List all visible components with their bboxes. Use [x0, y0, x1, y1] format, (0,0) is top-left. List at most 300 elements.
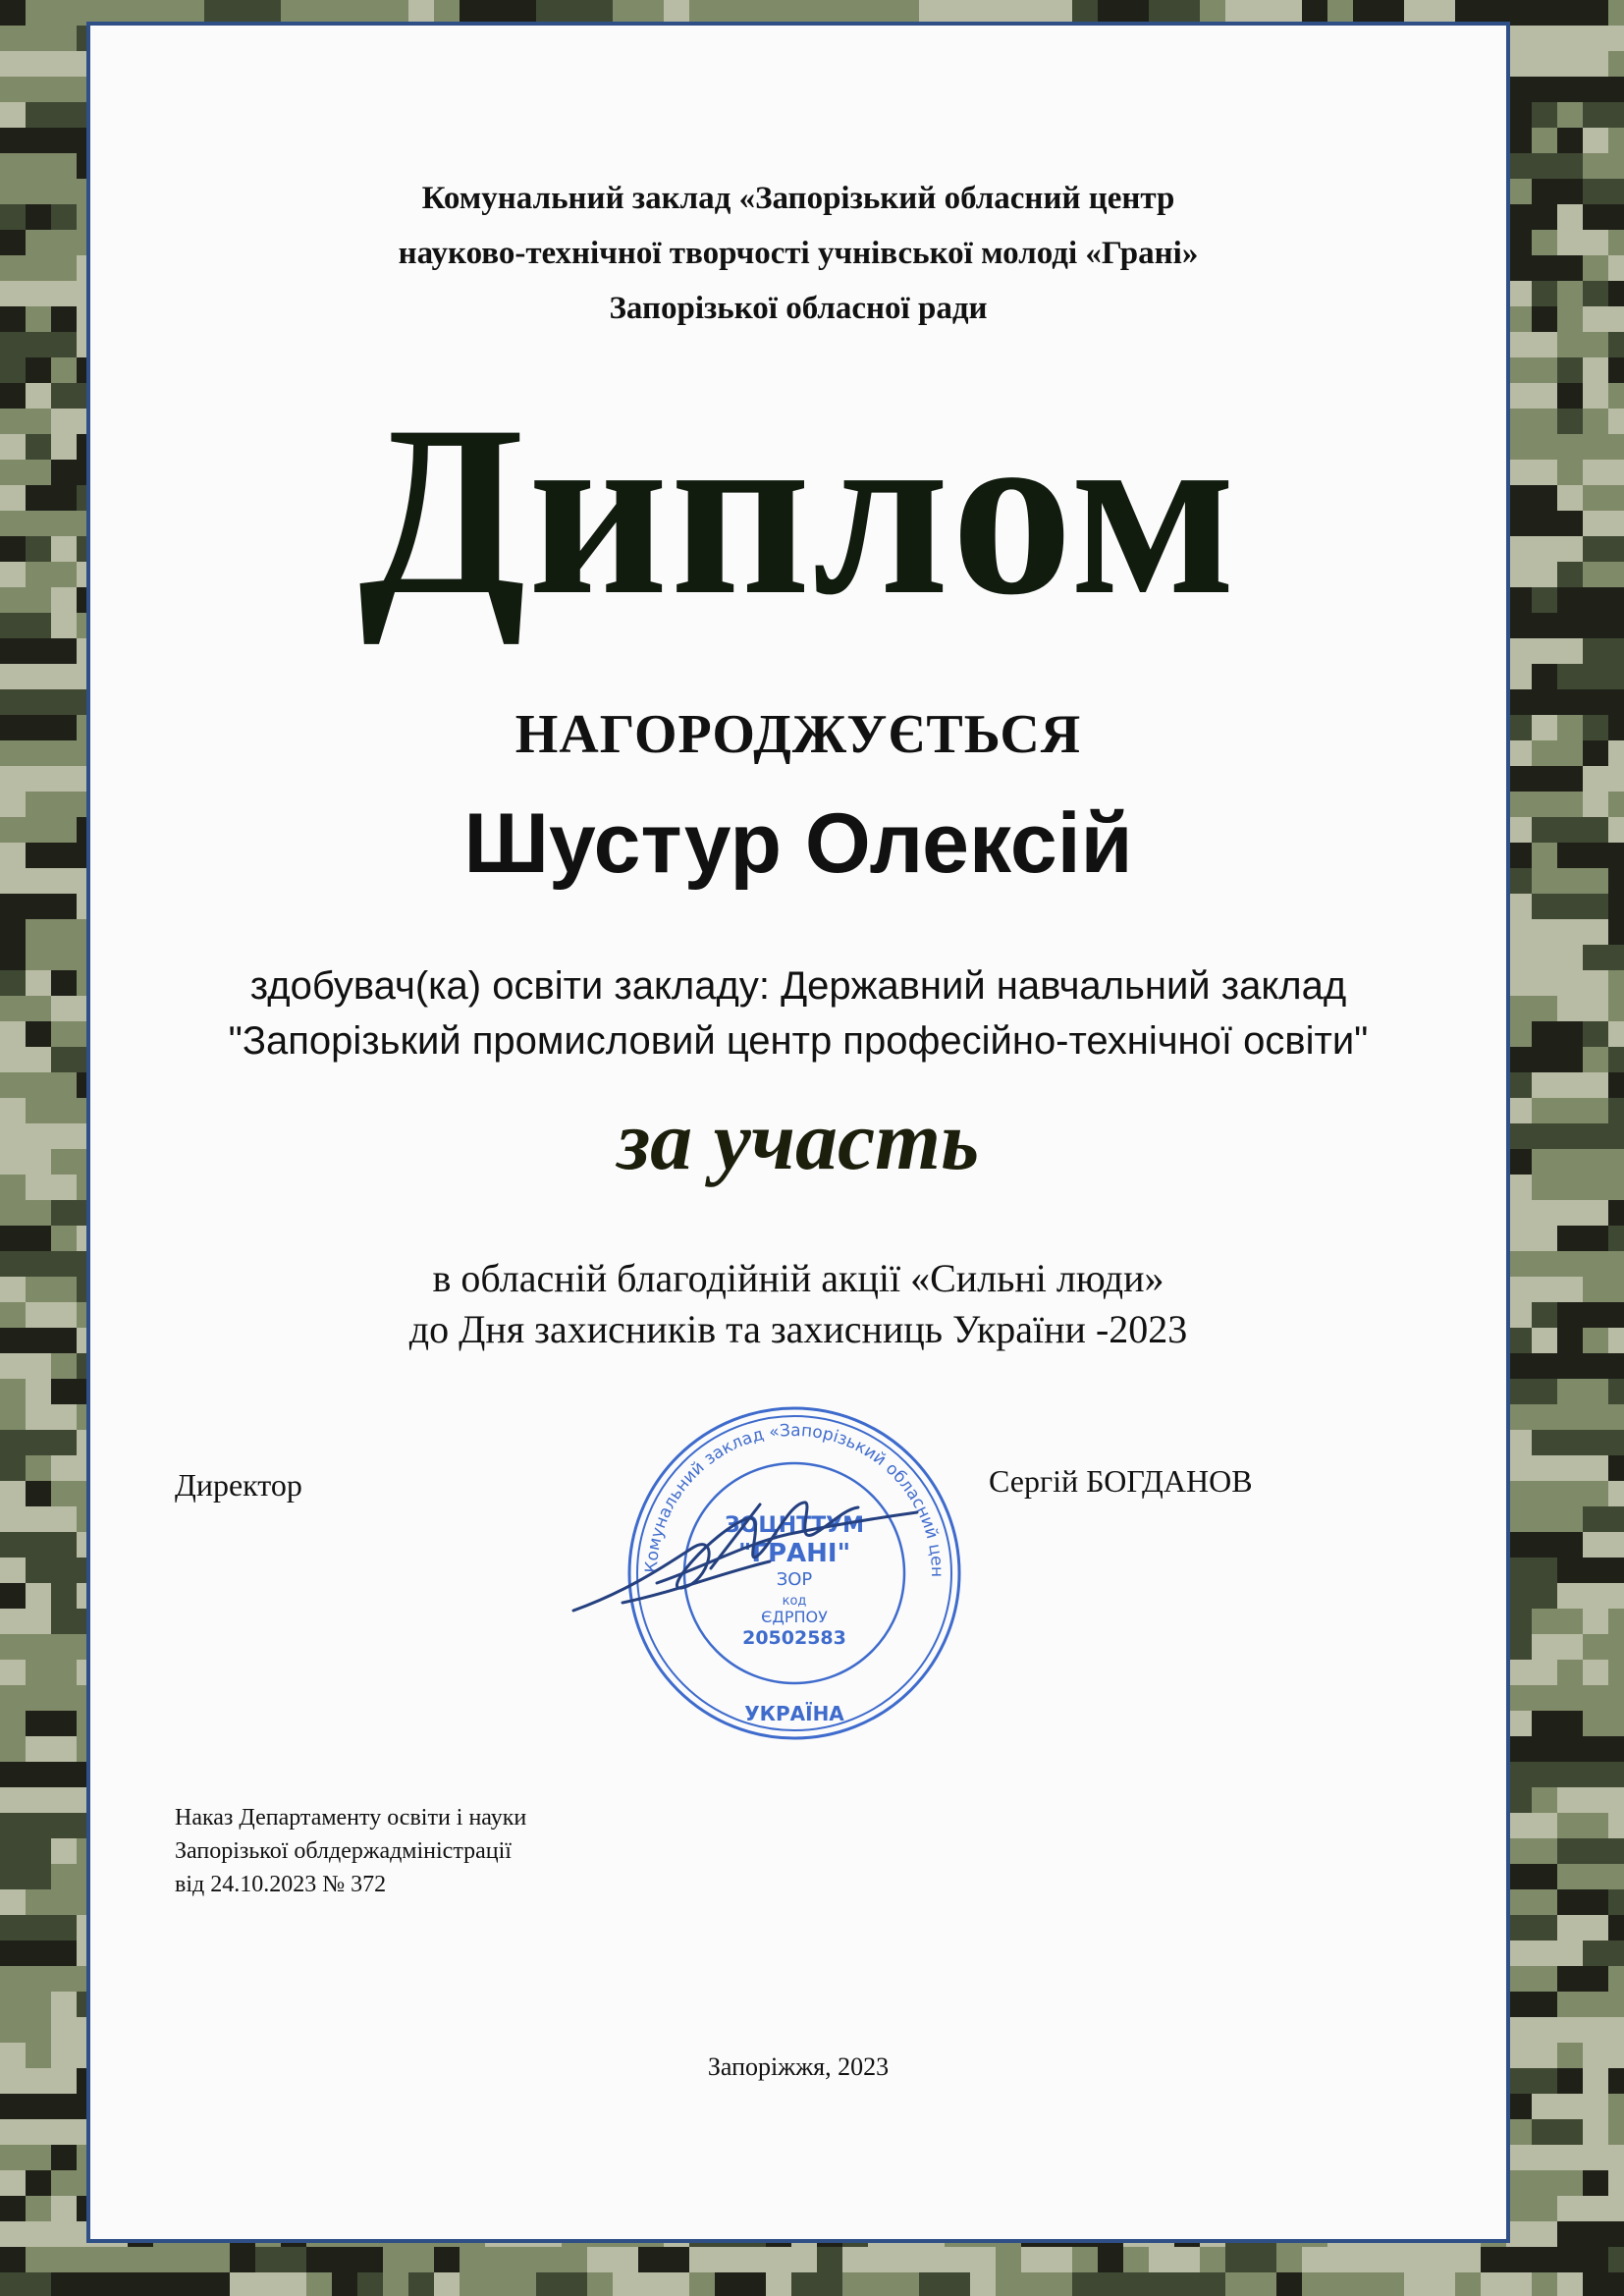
camo-pixel	[1608, 1251, 1624, 1277]
camo-pixel	[996, 2272, 1021, 2296]
institution-line-1: здобувач(ка) освіти закладу: Державний навчальний заклад	[249, 964, 1347, 1008]
camo-pixel	[51, 2272, 77, 2296]
camo-pixel	[0, 230, 26, 255]
camo-pixel	[26, 332, 51, 357]
camo-pixel	[1608, 1226, 1624, 1251]
camo-pixel	[51, 1430, 77, 1455]
camo-pixel	[1379, 2272, 1404, 2296]
camo-pixel	[26, 1634, 51, 1660]
camo-pixel	[26, 153, 51, 179]
camo-pixel	[1532, 2272, 1557, 2296]
camo-pixel	[1608, 970, 1624, 996]
camo-pixel	[51, 1328, 77, 1353]
camo-pixel	[1557, 1430, 1583, 1455]
camo-pixel	[1608, 153, 1624, 179]
camo-pixel	[1608, 1072, 1624, 1098]
camo-pixel	[1302, 2272, 1327, 2296]
camo-pixel	[1557, 460, 1583, 485]
camo-pixel	[1583, 204, 1608, 230]
camo-pixel	[51, 1200, 77, 1226]
event-line-1: в обласній благодійній акції «Сильні люди»	[432, 1256, 1164, 1300]
camo-pixel	[1583, 1685, 1608, 1711]
camo-pixel	[26, 613, 51, 638]
camo-pixel	[1608, 562, 1624, 587]
camo-pixel	[1583, 536, 1608, 562]
camo-pixel	[1532, 102, 1557, 128]
camo-pixel	[26, 1685, 51, 1711]
stamp-center-line-1: ЗОЦНТТУМ	[724, 1513, 865, 1538]
camo-pixel	[51, 1660, 77, 1685]
camo-pixel	[1583, 1558, 1608, 1583]
camo-pixel	[1608, 204, 1624, 230]
camo-pixel	[1532, 868, 1557, 894]
camo-pixel	[817, 2247, 842, 2272]
camo-pixel	[0, 1736, 26, 1762]
camo-pixel	[51, 1072, 77, 1098]
camo-pixel	[1608, 1404, 1624, 1430]
camo-pixel	[1532, 894, 1557, 919]
camo-pixel	[0, 996, 26, 1021]
camo-pixel	[1583, 1889, 1608, 1915]
camo-pixel	[51, 715, 77, 740]
camo-pixel	[1532, 1379, 1557, 1404]
camo-pixel	[230, 2247, 255, 2272]
stamp-outer-text: Комунальний заклад «Запорізький обласний цен	[641, 1420, 947, 1578]
order-line-3: від 24.10.2023 № 372	[175, 1872, 387, 1897]
camo-pixel	[0, 2196, 26, 2221]
camo-pixel	[0, 460, 26, 485]
camo-pixel	[1557, 587, 1583, 613]
camo-pixel	[26, 460, 51, 485]
camo-pixel	[562, 2272, 587, 2296]
camo-pixel	[1608, 996, 1624, 1021]
camo-pixel	[1608, 1864, 1624, 1889]
stamp-center-line-6: 20502583	[742, 1627, 846, 1649]
camo-pixel	[1557, 766, 1583, 792]
camo-pixel	[0, 638, 26, 664]
camo-pixel	[26, 179, 51, 204]
camo-pixel	[1557, 383, 1583, 409]
camo-pixel	[740, 2272, 766, 2296]
camo-pixel	[0, 817, 26, 843]
camo-pixel	[1557, 1992, 1583, 2017]
camo-pixel	[26, 1277, 51, 1302]
camo-pixel	[434, 2247, 460, 2272]
camo-pixel	[842, 2272, 868, 2296]
camo-pixel	[1583, 1506, 1608, 1532]
camo-pixel	[1557, 1966, 1583, 1992]
camo-pixel	[1583, 1098, 1608, 1123]
camo-pixel	[1532, 587, 1557, 613]
camo-pixel	[1583, 1481, 1608, 1506]
camo-pixel	[1608, 919, 1624, 945]
camo-pixel	[485, 2247, 511, 2272]
camo-pixel	[26, 2170, 51, 2196]
camo-pixel	[102, 2247, 128, 2272]
camo-pixel	[1557, 868, 1583, 894]
camo-pixel	[0, 1328, 26, 1353]
camo-pixel	[306, 2272, 332, 2296]
camo-pixel	[1557, 434, 1583, 460]
camo-pixel	[1608, 1685, 1624, 1711]
camo-pixel	[1608, 1966, 1624, 1992]
camo-pixel	[1608, 128, 1624, 153]
camo-pixel	[1608, 332, 1624, 357]
camo-pixel	[1072, 2247, 1098, 2272]
camo-pixel	[1583, 255, 1608, 281]
camo-pixel	[0, 1072, 26, 1098]
camo-pixel	[1174, 2272, 1200, 2296]
camo-pixel	[1608, 2247, 1624, 2272]
camo-pixel	[1532, 255, 1557, 281]
camo-pixel	[1608, 1302, 1624, 1328]
camo-pixel	[1583, 817, 1608, 843]
camo-pixel	[1583, 1175, 1608, 1200]
camo-pixel	[1608, 613, 1624, 638]
camo-pixel	[715, 2272, 740, 2296]
camo-pixel	[51, 1021, 77, 1047]
camo-pixel	[51, 2094, 77, 2119]
camo-pixel	[1557, 1889, 1583, 1915]
camo-pixel	[26, 1098, 51, 1123]
camo-pixel	[1557, 1047, 1583, 1072]
camo-pixel	[51, 306, 77, 332]
camo-pixel	[26, 1558, 51, 1583]
order-line-2: Запорізької облдержадміністрації	[175, 1838, 512, 1864]
camo-pixel	[1557, 817, 1583, 843]
camo-pixel	[51, 1685, 77, 1711]
camo-pixel	[179, 2272, 204, 2296]
camo-pixel	[1583, 868, 1608, 894]
camo-pixel	[0, 1864, 26, 1889]
camo-pixel	[1532, 1302, 1557, 1328]
camo-pixel	[26, 817, 51, 843]
camo-pixel	[1583, 638, 1608, 664]
camo-pixel	[51, 1226, 77, 1251]
camo-pixel	[1583, 1941, 1608, 1966]
camo-pixel	[1200, 2247, 1225, 2272]
camo-pixel	[460, 2247, 485, 2272]
camo-pixel	[1608, 1379, 1624, 1404]
camo-pixel	[26, 485, 51, 511]
camo-pixel	[1608, 1047, 1624, 1072]
camo-pixel	[1557, 1226, 1583, 1251]
camo-pixel	[1532, 1149, 1557, 1175]
camo-pixel	[26, 1328, 51, 1353]
award-reason: за участь	[617, 1093, 980, 1187]
organization-line-1: Комунальний заклад «Запорізький обласний центр	[421, 181, 1175, 216]
camo-pixel	[1583, 1379, 1608, 1404]
camo-pixel	[51, 894, 77, 919]
camo-pixel	[1532, 2068, 1557, 2094]
camo-pixel	[51, 1379, 77, 1404]
camo-pixel	[0, 613, 26, 638]
camo-pixel	[0, 2017, 26, 2043]
director-position: Директор	[175, 1467, 302, 1503]
camo-pixel	[1532, 1864, 1557, 1889]
camo-pixel	[26, 919, 51, 945]
stamp-center-line-2: "ГРАНІ"	[737, 1539, 851, 1568]
camo-pixel	[1557, 2170, 1583, 2196]
diploma-sheet	[86, 22, 1510, 2243]
camo-pixel	[1583, 153, 1608, 179]
camo-pixel	[1353, 2272, 1379, 2296]
camo-pixel	[51, 2145, 77, 2170]
camo-pixel	[26, 1455, 51, 1481]
camo-pixel	[1532, 409, 1557, 434]
camo-pixel	[1557, 1864, 1583, 1889]
camo-pixel	[1123, 2247, 1149, 2272]
camo-pixel	[1225, 2247, 1251, 2272]
camo-pixel	[1532, 843, 1557, 868]
camo-pixel	[0, 1200, 26, 1226]
organization-line-3: Запорізької обласної ради	[609, 291, 988, 326]
camo-pixel	[0, 1992, 26, 2017]
camo-pixel	[1608, 2094, 1624, 2119]
camo-pixel	[153, 2272, 179, 2296]
camo-pixel	[1532, 1736, 1557, 1762]
camo-pixel	[664, 2247, 689, 2272]
camo-pixel	[1583, 1711, 1608, 1736]
camo-pixel	[1021, 2272, 1047, 2296]
camo-pixel	[1608, 1838, 1624, 1864]
camo-pixel	[51, 1251, 77, 1277]
camo-pixel	[51, 1915, 77, 1941]
camo-pixel	[1608, 868, 1624, 894]
camo-pixel	[0, 587, 26, 613]
camo-pixel	[0, 1404, 26, 1430]
camo-pixel	[1608, 2221, 1624, 2247]
camo-pixel	[1608, 664, 1624, 689]
camo-pixel	[26, 1226, 51, 1251]
camo-pixel	[26, 2043, 51, 2068]
camo-pixel	[26, 0, 51, 26]
camo-pixel	[1583, 1328, 1608, 1353]
camo-pixel	[26, 306, 51, 332]
camo-pixel	[26, 996, 51, 1021]
camo-pixel	[1608, 945, 1624, 970]
camo-pixel	[1557, 613, 1583, 638]
camo-pixel	[51, 153, 77, 179]
official-stamp	[564, 1387, 1015, 1760]
camo-pixel	[1532, 1021, 1557, 1047]
camo-pixel	[128, 2247, 153, 2272]
camo-pixel	[1557, 1685, 1583, 1711]
camo-pixel	[1583, 740, 1608, 766]
camo-pixel	[460, 2272, 485, 2296]
camo-pixel	[1608, 383, 1624, 409]
camo-pixel	[51, 383, 77, 409]
camo-pixel	[153, 2247, 179, 2272]
camo-pixel	[51, 689, 77, 715]
camo-pixel	[0, 536, 26, 562]
camo-pixel	[1532, 996, 1557, 1021]
camo-pixel	[51, 2170, 77, 2196]
camo-pixel	[0, 1226, 26, 1251]
camo-pixel	[0, 1455, 26, 1481]
camo-pixel	[0, 409, 26, 434]
camo-pixel	[26, 1941, 51, 1966]
camo-pixel	[51, 1762, 77, 1787]
camo-pixel	[1608, 77, 1624, 102]
camo-pixel	[408, 2247, 434, 2272]
camo-pixel	[51, 1864, 77, 1889]
camo-pixel	[562, 2247, 587, 2272]
camo-pixel	[1608, 1149, 1624, 1175]
camo-pixel	[1583, 2221, 1608, 2247]
camo-pixel	[51, 0, 77, 26]
camo-pixel	[51, 255, 77, 281]
camo-pixel	[919, 2272, 945, 2296]
camo-pixel	[1583, 689, 1608, 715]
camo-pixel	[51, 485, 77, 511]
camo-pixel	[51, 204, 77, 230]
camo-pixel	[0, 1302, 26, 1328]
camo-pixel	[51, 1277, 77, 1302]
camo-pixel	[1608, 1353, 1624, 1379]
camo-pixel	[51, 1558, 77, 1583]
camo-pixel	[1098, 2272, 1123, 2296]
camo-pixel	[51, 792, 77, 817]
camo-pixel	[1532, 1787, 1557, 1813]
camo-pixel	[1583, 1430, 1608, 1455]
order-reference	[175, 1801, 526, 1901]
camo-pixel	[1608, 1430, 1624, 1455]
camo-pixel	[1557, 281, 1583, 306]
camo-pixel	[1532, 485, 1557, 511]
camo-pixel	[1583, 102, 1608, 128]
stamp-center-line-3: ЗОР	[776, 1569, 813, 1590]
camo-pixel	[51, 919, 77, 945]
camo-pixel	[1608, 1915, 1624, 1941]
camo-pixel	[1608, 1762, 1624, 1787]
camo-pixel	[1608, 1609, 1624, 1634]
camo-pixel	[1608, 1711, 1624, 1736]
camo-pixel	[1583, 587, 1608, 613]
camo-pixel	[1200, 2272, 1225, 2296]
camo-pixel	[1532, 1915, 1557, 1941]
camo-pixel	[26, 715, 51, 740]
camo-pixel	[26, 1072, 51, 1098]
camo-pixel	[1608, 2068, 1624, 2094]
camo-pixel	[26, 1864, 51, 1889]
camo-pixel	[1583, 1021, 1608, 1047]
camo-pixel	[1557, 1251, 1583, 1277]
camo-pixel	[1583, 1149, 1608, 1175]
camo-pixel	[1532, 2170, 1557, 2196]
stamp-bottom-text: УКРАЇНА	[744, 1702, 844, 1725]
camo-pixel	[1532, 434, 1557, 460]
camo-pixel	[51, 511, 77, 536]
camo-pixel	[204, 2247, 230, 2272]
camo-pixel	[26, 2017, 51, 2043]
camo-pixel	[511, 2272, 536, 2296]
camo-pixel	[1608, 1506, 1624, 1532]
camo-pixel	[51, 1966, 77, 1992]
camo-pixel	[1532, 1762, 1557, 1787]
camo-pixel	[791, 2272, 817, 2296]
camo-pixel	[26, 2247, 51, 2272]
camo-pixel	[0, 332, 26, 357]
camo-pixel	[0, 179, 26, 204]
camo-pixel	[1532, 1532, 1557, 1558]
camo-pixel	[1557, 255, 1583, 281]
camo-pixel	[1608, 485, 1624, 511]
camo-pixel	[1583, 281, 1608, 306]
camo-pixel	[1327, 2272, 1353, 2296]
camo-pixel	[1583, 1762, 1608, 1787]
camo-pixel	[0, 689, 26, 715]
camo-pixel	[1225, 2272, 1251, 2296]
camo-pixel	[383, 2247, 408, 2272]
camo-pixel	[51, 1149, 77, 1175]
camo-pixel	[51, 740, 77, 766]
camo-pixel	[1608, 843, 1624, 868]
camo-pixel	[1532, 792, 1557, 817]
camo-pixel	[51, 357, 77, 383]
camo-pixel	[638, 2247, 664, 2272]
camo-pixel	[0, 77, 26, 102]
camo-pixel	[51, 128, 77, 153]
camo-pixel	[1532, 0, 1557, 26]
camo-pixel	[357, 2247, 383, 2272]
camo-pixel	[1557, 843, 1583, 868]
camo-pixel	[1123, 2272, 1149, 2296]
camo-pixel	[1583, 843, 1608, 868]
camo-pixel	[1532, 1481, 1557, 1506]
camo-pixel	[1532, 511, 1557, 536]
camo-pixel	[1557, 715, 1583, 740]
camo-pixel	[1276, 2247, 1302, 2272]
camo-pixel	[26, 26, 51, 51]
camo-pixel	[1532, 766, 1557, 792]
camo-pixel	[689, 2272, 715, 2296]
camo-pixel	[1608, 689, 1624, 715]
camo-pixel	[26, 1532, 51, 1558]
camo-pixel	[1557, 1838, 1583, 1864]
stamp-center-line-5: ЄДРПОУ	[761, 1608, 828, 1626]
camo-pixel	[1251, 2247, 1276, 2272]
camo-pixel	[996, 2247, 1021, 2272]
camo-pixel	[1557, 1532, 1583, 1558]
camo-pixel	[26, 2272, 51, 2296]
camo-pixel	[1557, 153, 1583, 179]
camo-pixel	[1608, 1660, 1624, 1685]
camo-pixel	[0, 1685, 26, 1711]
camo-pixel	[0, 1379, 26, 1404]
camo-pixel	[1532, 1047, 1557, 1072]
camo-pixel	[1557, 689, 1583, 715]
camo-pixel	[0, 945, 26, 970]
camo-pixel	[1532, 153, 1557, 179]
camo-pixel	[26, 894, 51, 919]
camo-pixel	[1532, 1251, 1557, 1277]
camo-pixel	[1532, 1506, 1557, 1532]
camo-pixel	[587, 2272, 613, 2296]
camo-pixel	[1557, 792, 1583, 817]
stamp-graphic	[564, 1387, 1015, 1760]
camo-pixel	[1098, 2247, 1123, 2272]
camo-pixel	[0, 715, 26, 740]
camo-pixel	[51, 817, 77, 843]
camo-pixel	[332, 2272, 357, 2296]
camo-pixel	[1583, 1277, 1608, 1302]
camo-pixel	[0, 1634, 26, 1660]
camo-pixel	[1557, 1021, 1583, 1047]
camo-pixel	[0, 1430, 26, 1455]
camo-pixel	[1583, 77, 1608, 102]
awarded-label: НАГОРОДЖУЄТЬСЯ	[514, 704, 1082, 765]
